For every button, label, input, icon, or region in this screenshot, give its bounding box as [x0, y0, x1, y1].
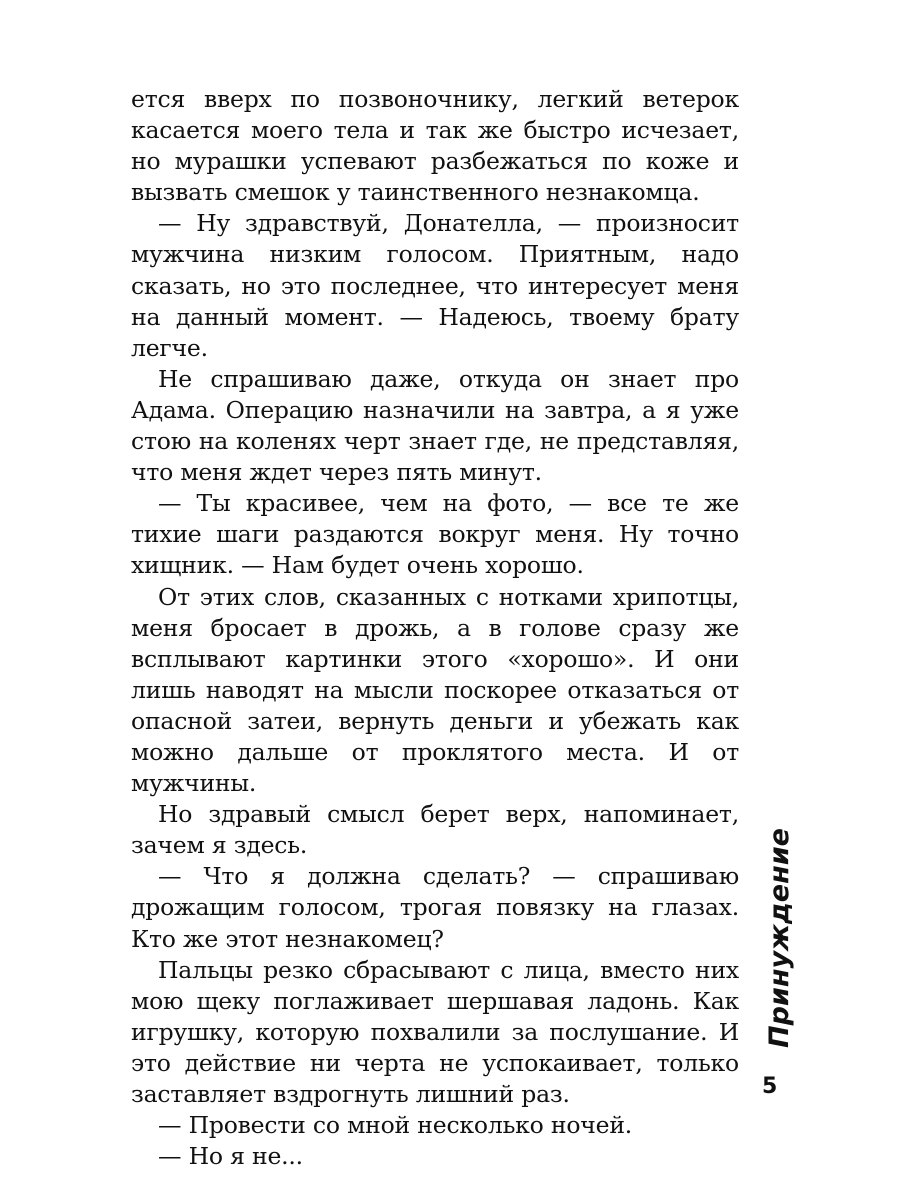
paragraph: — Ты красивее, чем на фото, — все те же тихие шаги раздаются вокруг меня. Ну точно хищник. — Нам будет очень хорошо. [131, 489, 739, 580]
paragraph: От этих слов, сказанных с нотками хрипотцы, меня бросает в дрожь, а в голове сразу же всплывают картинки этого «хорошо». И они лишь наводят на мысли поскорее отказаться от опасной затеи, вернуть деньги и убежать как можно дальше от проклятого места. И от мужчины. [131, 582, 739, 798]
paragraph: — Провести со мной несколько ночей. [158, 1111, 633, 1140]
paragraph: Но здравый смысл берет верх, напоминает, зачем я здесь. [131, 800, 739, 860]
running-title: Принуждение [764, 828, 795, 1048]
page-number: 5 [762, 1074, 778, 1099]
body-text [131, 84, 739, 1172]
paragraph: — Ну здравствуй, Донателла, — произносит мужчина низким голосом. Приятным, надо сказать, но это последнее, что интересует меня на данный момент. — Надеюсь, твоему брату легче. [131, 209, 739, 362]
paragraph: Пальцы резко сбрасывают с лица, вместо них мою щеку поглаживает шершавая ладонь. Как игрушку, которую похвалили за послушание. И это действие ни черта не успокаивает, только заставляет вздрогнуть лишний раз. [131, 955, 739, 1108]
paragraph: — Что я должна сделать? — спрашиваю дрожащим голосом, трогая повязку на глазах. Кто же этот незнакомец? [131, 862, 739, 953]
paragraph: Не спрашиваю даже, откуда он знает про Адама. Операцию назначили на завтра, а я уже стою на коленях черт знает где, не представляя, что меня ждет через пять минут. [131, 364, 739, 487]
paragraph: ется вверх по позвоночнику, легкий ветерок касается моего тела и так же быстро исчезает, но мурашки успевают разбежаться по коже и вызвать смешок у таинственного незнакомца. [131, 85, 739, 207]
paragraph: — Но я не... [158, 1142, 303, 1171]
